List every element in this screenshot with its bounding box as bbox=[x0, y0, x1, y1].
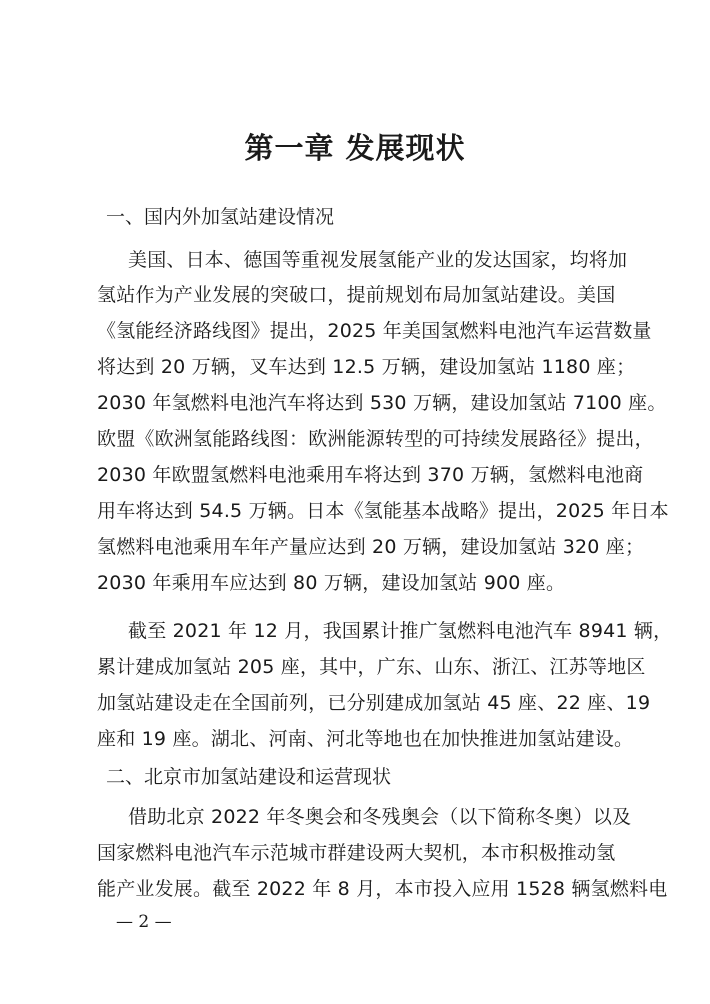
text-line: 累计建成加氢站 205 座，其中，广东、山东、浙江、江苏等地区 bbox=[97, 656, 646, 678]
section-heading-domestic-international: 一、国内外加氢站建设情况 bbox=[106, 206, 335, 228]
text-line: 《氢能经济路线图》提出，2025 年美国氢燃料电池汽车运营数量 bbox=[97, 320, 652, 342]
text-line: 将达到 20 万辆，叉车达到 12.5 万辆，建设加氢站 1180 座； bbox=[97, 356, 636, 378]
section-heading-beijing: 二、北京市加氢站建设和运营现状 bbox=[106, 766, 392, 788]
text-line: 氢站作为产业发展的突破口，提前规划布局加氢站建设。美国 bbox=[97, 284, 616, 306]
text-line: 座和 19 座。湖北、河南、河北等地也在加快推进加氢站建设。 bbox=[97, 728, 634, 750]
page-number: — 2 — bbox=[116, 912, 172, 932]
text-line: 美国、日本、德国等重视发展氢能产业的发达国家，均将加 bbox=[128, 249, 628, 271]
text-line: 能产业发展。截至 2022 年 8 月，本市投入应用 1528 辆氢燃料电 bbox=[97, 878, 668, 900]
text-line: 2030 年乘用车应达到 80 万辆，建设加氢站 900 座。 bbox=[97, 572, 566, 594]
text-line: 2030 年欧盟氢燃料电池乘用车将达到 370 万辆，氢燃料电池商 bbox=[97, 464, 644, 486]
text-line: 欧盟《欧洲氢能路线图：欧洲能源转型的可持续发展路径》提出， bbox=[97, 428, 654, 450]
chapter-title: 第一章 发展现状 bbox=[244, 131, 466, 165]
text-line: 氢燃料电池乘用车年产量应达到 20 万辆，建设加氢站 320 座； bbox=[97, 536, 645, 558]
text-line: 国家燃料电池汽车示范城市群建设两大契机，本市积极推动氢 bbox=[97, 842, 616, 864]
text-line: 截至 2021 年 12 月，我国累计推广氢燃料电池汽车 8941 辆， bbox=[128, 620, 673, 642]
text-line: 用车将达到 54.5 万辆。日本《氢能基本战略》提出，2025 年日本 bbox=[97, 500, 669, 522]
text-line: 2030 年氢燃料电池汽车将达到 530 万辆，建设加氢站 7100 座。 bbox=[97, 392, 667, 414]
text-line: 加氢站建设走在全国前列，已分别建成加氢站 45 座、22 座、19 bbox=[97, 692, 651, 714]
text-line: 借助北京 2022 年冬奥会和冬残奥会（以下简称冬奥）以及 bbox=[128, 806, 632, 828]
